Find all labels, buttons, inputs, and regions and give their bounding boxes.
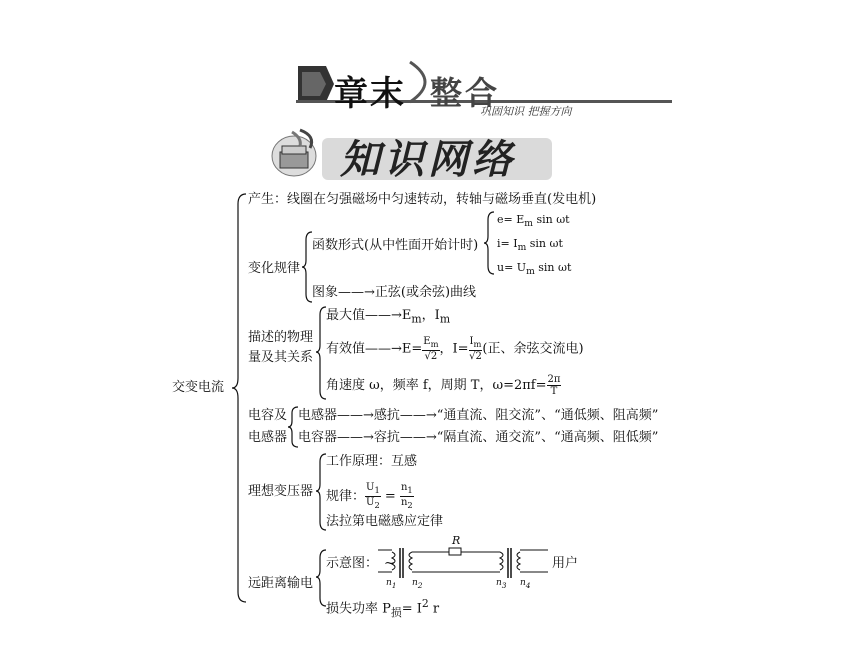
section-title: 知识网络 xyxy=(340,137,516,183)
max-value-line: 最大值$——\to E_m$，$I_m$ xyxy=(326,308,451,326)
frac-e xyxy=(422,336,439,362)
change-label: 变化规律 xyxy=(248,261,301,276)
root-topic: 交变电流 xyxy=(172,380,225,395)
frac-e-den: √2 xyxy=(424,351,438,362)
chapter-title: 章末 xyxy=(334,74,406,114)
frac-u-den: $U_2$ xyxy=(366,497,380,510)
label-n3: $n_3$ xyxy=(496,578,507,590)
formula-i: $i= I_m$ sin ωt xyxy=(497,237,563,254)
frac-n-den: $n_2$ xyxy=(400,497,413,510)
frac-n xyxy=(400,482,414,511)
frac-u xyxy=(365,482,381,511)
effective-value-line xyxy=(326,336,584,362)
transformer-principle: 工作原理：互感 xyxy=(326,454,418,469)
coil-n1 xyxy=(392,552,395,570)
diagram-label: 示意图： xyxy=(326,556,379,571)
frac-w xyxy=(547,374,562,397)
frac-u-num: $U_1$ xyxy=(366,482,380,495)
chapter-title-integrate: 整合 xyxy=(430,74,501,112)
ac-source-symbol: ~ xyxy=(384,556,395,571)
frac-w-num: 2π xyxy=(547,374,561,385)
angular-line xyxy=(326,374,561,397)
function-form-label: 函数形式(从中性面开始计时) xyxy=(312,238,479,253)
main-brace xyxy=(232,192,248,604)
transmission-label: 远距离输电 xyxy=(248,576,314,591)
physics-label-1: 描述的物理 xyxy=(248,330,314,345)
law-prefix: 规律： xyxy=(326,489,366,504)
graph-line: 图象——→正弦(或余弦)曲线 xyxy=(312,285,477,300)
label-n4: $n_4$ xyxy=(520,578,531,590)
coil-n4 xyxy=(517,552,520,570)
frac-i xyxy=(469,336,483,362)
frac-n-num: $n_1$ xyxy=(400,482,413,495)
capacitor-line: 电容器——→容抗——→“隔直流、通交流”、“通高频、阻低频” xyxy=(298,430,659,445)
effective-mid: ，I= xyxy=(439,341,469,357)
faraday-line: 法拉第电磁感应定律 xyxy=(326,514,444,529)
formula-e: $e= E_m$ sin ωt xyxy=(497,213,570,230)
inductor-line: 电感器——→感抗——→“通直流、阻交流”、“通低频、阻高频” xyxy=(298,408,659,423)
frac-e-num: $E_m$ xyxy=(423,336,439,349)
formula-brace xyxy=(484,210,496,276)
angular-text: 角速度 ω，频率 f，周期 T，ω=2πf= xyxy=(326,378,547,393)
capind-label-1: 电容及 xyxy=(248,408,288,423)
resistor-label: R xyxy=(452,534,461,547)
label-n2: $n_2$ xyxy=(412,578,423,590)
frac-i-num: $I_m$ xyxy=(469,336,482,349)
user-label: 用户 xyxy=(552,556,579,571)
chapter-subtitle: 巩固知识 把握方向 xyxy=(480,105,572,118)
effective-prefix: 有效值——→E= xyxy=(326,341,423,357)
produce-line: 产生：线圈在匀强磁场中匀速转动，转轴与磁场垂直(发电机) xyxy=(248,192,597,207)
power-loss-line: 损失功率 $P_损= I^2$ r xyxy=(326,597,440,619)
transformer-label: 理想变压器 xyxy=(248,484,314,499)
resistor xyxy=(449,548,461,555)
physics-label-2: 量及其关系 xyxy=(248,350,314,365)
frac-w-den: T xyxy=(550,386,558,397)
label-n1: $n_1$ xyxy=(386,578,397,590)
capind-label-2: 电感器 xyxy=(248,430,288,445)
coil-n2 xyxy=(409,552,412,570)
formula-u: $u= U_m$ sin ωt xyxy=(497,261,572,278)
coil-n3 xyxy=(500,552,503,570)
frac-i-den: √2 xyxy=(469,351,482,362)
book-icon xyxy=(266,126,326,182)
effective-suffix: (正、余弦交流电) xyxy=(482,341,584,357)
transformer-law: 规律： $\frac{U_1}{U_2}$ = $\frac{n_1}{n_2}$ xyxy=(326,482,413,510)
